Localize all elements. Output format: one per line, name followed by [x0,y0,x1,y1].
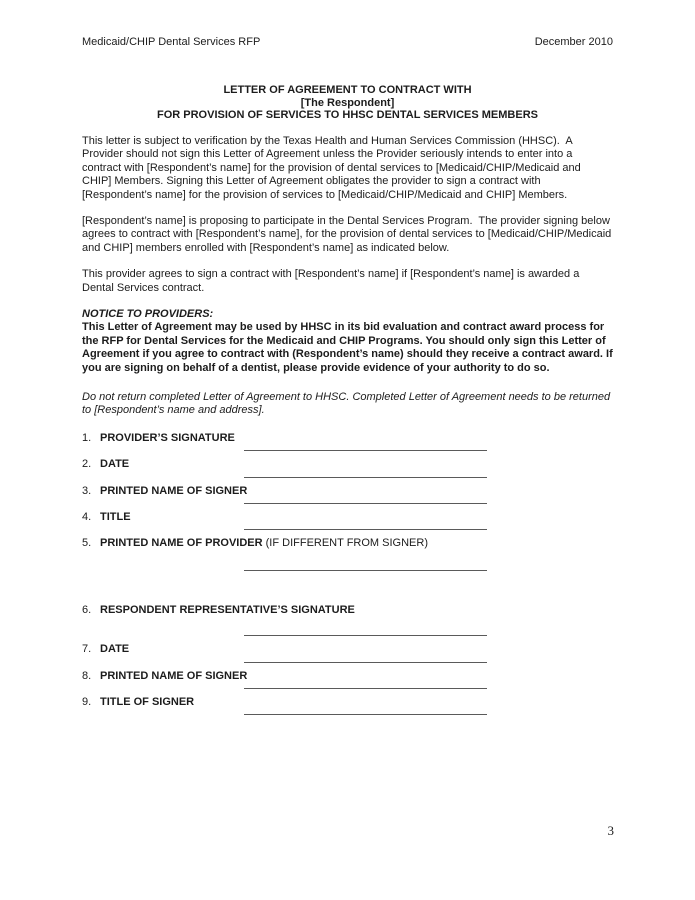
signature-item-title [82,511,613,524]
signature-section [82,432,613,716]
item-number: 4. [82,511,92,524]
signature-line-respondent-signature [244,635,487,636]
signature-item-provider-signature [82,432,613,445]
item-number: 3. [82,484,92,497]
header-document-name: Medicaid/CHIP Dental Services RFP [82,36,261,48]
signature-item-printed-name-1 [82,485,613,498]
item-label: PRINTED NAME OF PROVIDER [100,537,263,550]
item-label: DATE [100,458,130,471]
signature-item-date-2 [82,643,613,656]
signature-line-provider-signature [244,450,487,451]
item-number: 8. [82,669,92,682]
item-number: 5. [82,537,92,550]
item-label: TITLE [100,511,131,524]
return-instruction: Do not return completed Letter of Agreement to HHSC. Completed Letter of Agreement needs to be returned to [Respondent’s name and address]. [82,391,611,417]
signature-line-title-of-signer [244,714,487,715]
item-number: 6. [82,603,92,616]
item-label-suffix: (IF DIFFERENT FROM SIGNER) [262,537,428,550]
signature-line-provider-name [244,570,487,571]
paragraph-agreement: This provider agrees to sign a contract with [Respondent’s name] if [Respondent’s name] is awarded a Dental Services contract. [82,268,580,294]
item-label: RESPONDENT REPRESENTATIVE’S SIGNATURE [100,603,355,616]
signature-line-title [244,529,487,530]
signature-line-printed-name-1 [244,503,487,504]
signature-line-date-1 [244,477,487,478]
item-label: PRINTED NAME OF SIGNER [100,484,248,497]
document-title [82,84,613,122]
signature-item-title-of-signer [82,696,613,709]
signature-line-printed-name-2 [244,688,487,689]
page-number: 3 [607,823,614,838]
item-number: 9. [82,696,92,709]
item-number: 7. [82,643,92,656]
signature-item-provider-name [82,537,613,550]
item-label: PROVIDER’S SIGNATURE [100,431,235,444]
notice-heading: NOTICE TO PROVIDERS: [82,307,214,320]
title-line-1: LETTER OF AGREEMENT TO CONTRACT WITH [223,84,472,97]
title-line-2: [The Respondent] [300,96,395,109]
signature-item-respondent-signature [82,604,613,617]
page-header [82,36,613,49]
notice-body: This Letter of Agreement may be used by HHSC in its bid evaluation and contract award process for the RFP for Dental Services for the Medicaid and CHIP Programs. You should only sign this Letter of Agreement if you agree to contract with (Respondent’s name) should they receive a contract award. If you are signing on behalf of a dentist, please provide evidence of your authority to do so. [82,321,613,374]
item-label: PRINTED NAME OF SIGNER [100,669,248,682]
item-number: 2. [82,458,92,471]
header-date: December 2010 [534,36,613,48]
signature-item-printed-name-2 [82,670,613,683]
item-label: DATE [100,643,130,656]
signature-line-date-2 [244,662,487,663]
paragraph-proposal: [Respondent’s name] is proposing to participate in the Dental Services Program. The provider signing below agrees to contract with [Respondent’s name], for the provision of dental services to [Medicaid/CHIP/Medicaid and CHIP] members enrolled with [Respondent’s name] as indicated below. [82,214,612,254]
title-line-3: FOR PROVISION OF SERVICES TO HHSC DENTAL SERVICES MEMBERS [157,109,538,122]
paragraph-verification: This letter is subject to verification by the Texas Health and Human Services Commission (HHSC). A Provider should not sign this Letter of Agreement unless the Provider seriously intends to enter into a contract with [Respondent’s name] for the provision of dental services to [Medicaid/CHIP/Medicaid and CHIP] Members. Signing this Letter of Agreement obligates the provider to sign a contract with [Respondent’s name] for the provision of services to [Medicaid/CHIP/Medicaid and CHIP] Members. [82,134,581,201]
item-label: TITLE OF SIGNER [100,696,195,709]
item-number: 1. [82,431,92,444]
signature-item-date-1 [82,458,613,471]
